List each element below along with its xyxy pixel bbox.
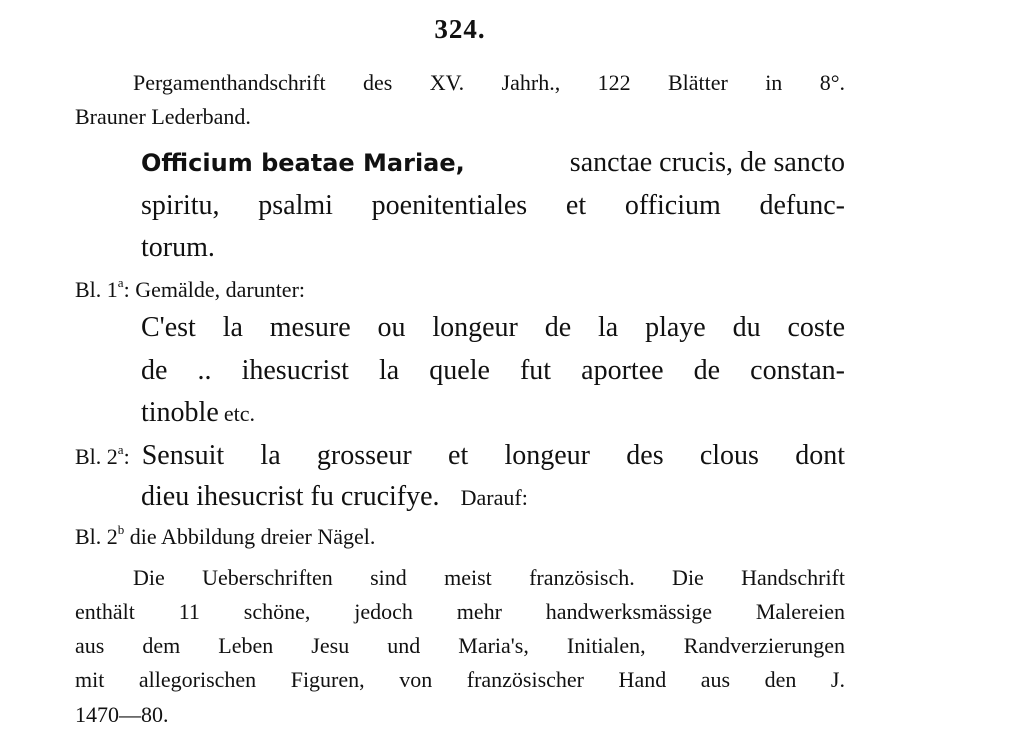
title-line-1-rest: sanctae crucis, de sancto	[569, 147, 845, 178]
title-line-1	[141, 147, 845, 179]
entry-1-text-line-3	[141, 397, 255, 429]
notes-line-4: mit allegorischen Figuren, von französischer Hand aus den J.	[75, 667, 845, 692]
work-title: Officium beatae Mariae,	[141, 149, 465, 177]
entry-2-text-end: dieu ihesucrist fu crucifye.	[141, 481, 440, 512]
folio-label: : Gemälde, darunter:	[123, 277, 306, 302]
folio-side: a	[117, 275, 124, 290]
title-line-3: torum.	[141, 232, 215, 263]
entry-2-text-line-1: Sensuit la grosseur et longeur des clous dont	[141, 440, 845, 471]
notes-line-1: Die Ueberschriften sind meist französisch. Die Handschrift	[133, 565, 845, 590]
entry-1-text-line-2: de .. ihesucrist la quele fut aportee de constan-	[141, 355, 845, 386]
notes-line-3: aus dem Leben Jesu und Maria's, Initialen, Randverzierungen	[75, 633, 845, 658]
entry-2-suffix: Darauf:	[460, 485, 528, 510]
entry-2-text-line-2	[141, 481, 528, 513]
folio-ref-2: Bl. 2$^a$:	[75, 442, 130, 469]
page-number: 324.	[434, 14, 486, 44]
folio-entry-3	[75, 524, 375, 550]
entry-1-text-line-1: C'est la mesure ou longeur de la playe du coste	[141, 312, 845, 343]
folio-ref: Bl. 1	[75, 277, 118, 302]
title-line-2: spiritu, psalmi poenitentiales et officium defunc-	[141, 190, 845, 221]
notes-line-5: 1470—80.	[75, 702, 169, 727]
folio-side-3: b	[117, 522, 125, 537]
manuscript-description-line-2: Brauner Lederband.	[75, 104, 251, 129]
folio-label-3: die Abbildung dreier Nägel.	[129, 524, 376, 549]
folio-ref-3: Bl. 2	[75, 524, 118, 549]
notes-line-2: enthält 11 schöne, jedoch mehr handwerksmässige Malereien	[75, 599, 845, 624]
manuscript-description-line-1: Pergamenthandschrift des XV. Jahrh., 122 Blätter in 8°.	[133, 70, 845, 95]
entry-1-text-end: tinoble	[141, 397, 219, 428]
folio-entry-2-heading	[75, 440, 845, 472]
entry-1-suffix: etc.	[223, 401, 256, 426]
folio-entry-1-heading	[75, 277, 305, 303]
